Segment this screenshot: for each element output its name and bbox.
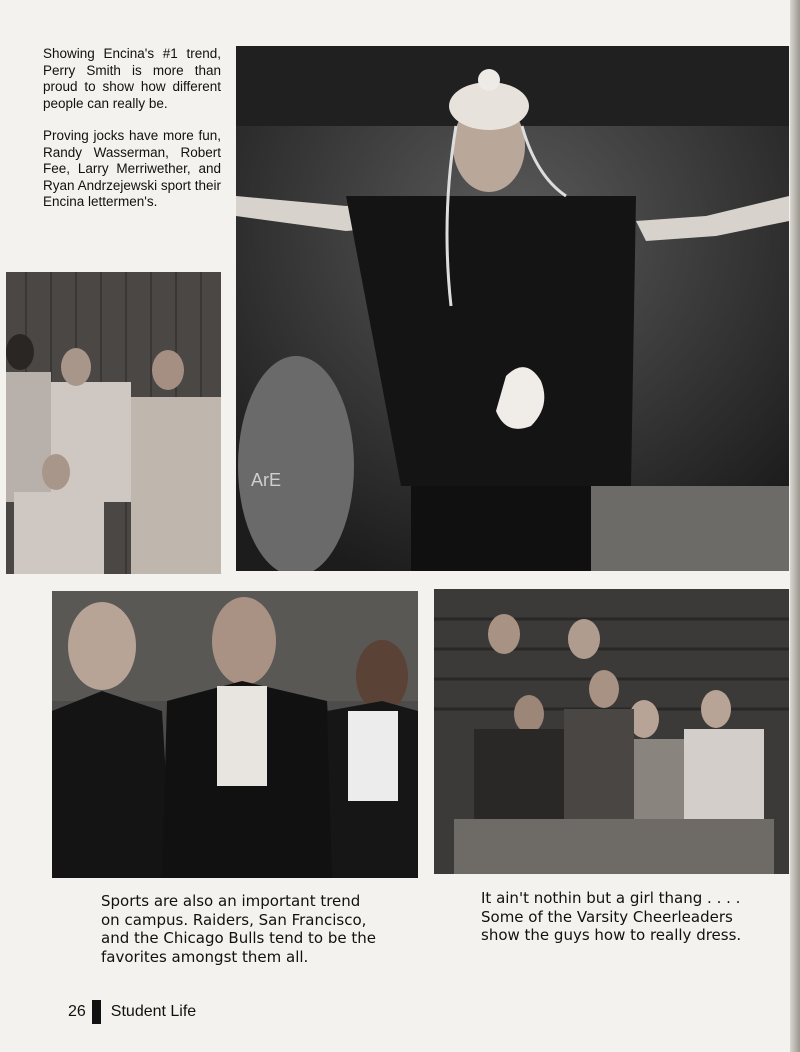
book-spine-shadow bbox=[790, 0, 800, 1052]
caption-sports-trend: Sports are also an important trend on campus. Raiders, San Francisco, and the Chicago Bulls tend to be the favorites amongst them all. bbox=[101, 892, 377, 966]
page-number: 26 bbox=[68, 1003, 86, 1020]
caption-perry-smith: Showing Encina's #1 trend, Perry Smith is more than proud to show how different people can really be. bbox=[43, 46, 221, 111]
caption-girl-thang: It ain't nothin but a girl thang . . . . Some of the Varsity Cheerleaders show the guys how to really dress. bbox=[481, 889, 742, 944]
photo-sports-jackets bbox=[52, 591, 418, 878]
caption-column-top-left bbox=[43, 46, 221, 227]
trash-can-lettering: ArE bbox=[251, 470, 282, 490]
photo-varsity-cheerleaders-image bbox=[434, 589, 789, 874]
section-name: Student Life bbox=[110, 1003, 197, 1020]
photo-perry-smith-image bbox=[236, 46, 789, 571]
photo-jocks-lettermen-image bbox=[6, 272, 221, 574]
page-folio bbox=[68, 1000, 196, 1024]
photo-perry-smith bbox=[236, 46, 789, 571]
photo-jocks-lettermen bbox=[6, 272, 221, 574]
photo-varsity-cheerleaders bbox=[434, 589, 789, 874]
caption-jocks-lettermen: Proving jocks have more fun, Randy Wasserman, Robert Fee, Larry Merriwether, and Ryan Andrzejewski sport their Encina lettermen's. bbox=[43, 128, 221, 209]
photo-sports-jackets-image bbox=[52, 591, 418, 878]
folio-bar bbox=[92, 1000, 101, 1024]
